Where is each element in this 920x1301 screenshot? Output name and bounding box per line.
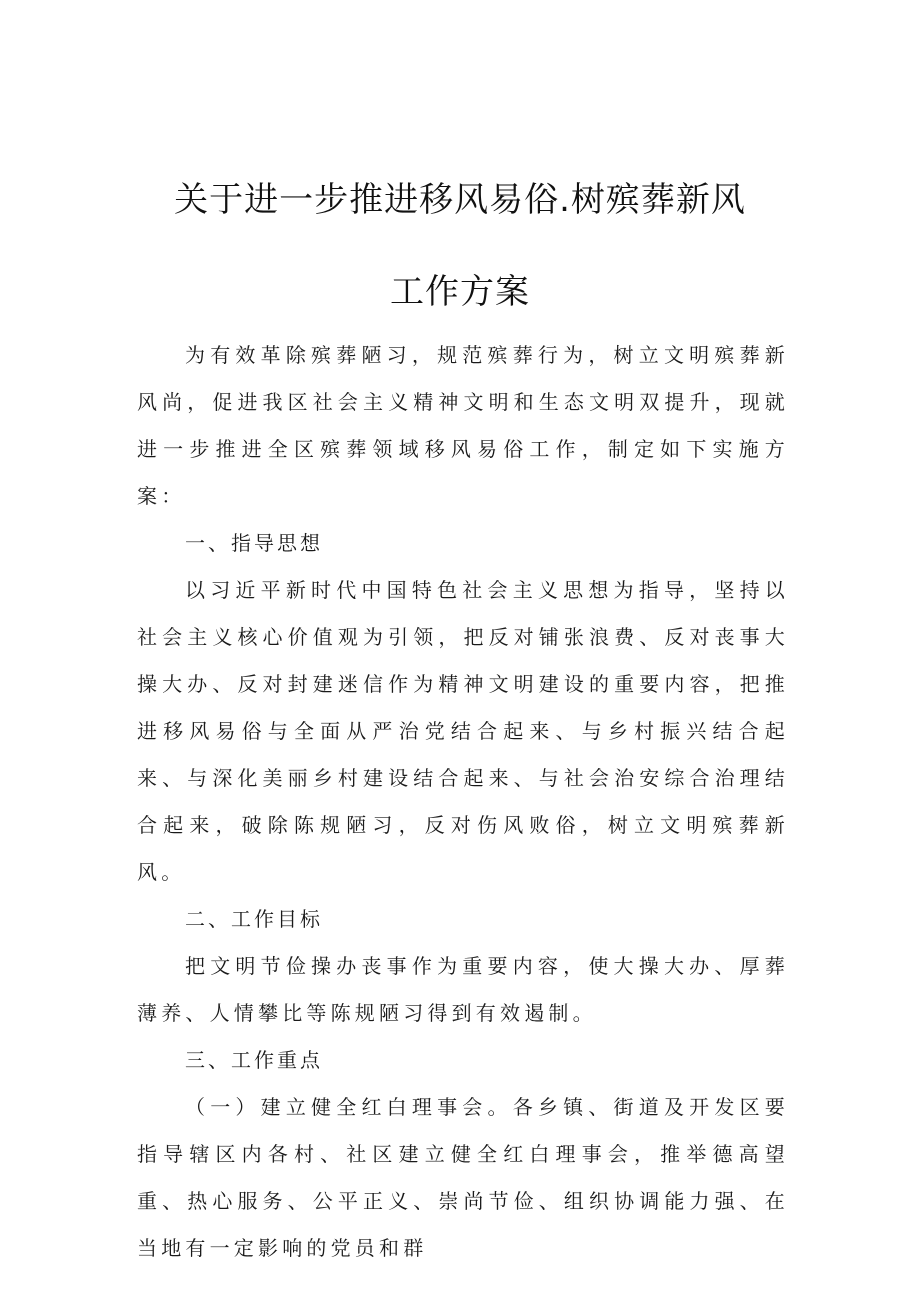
document-title-line2: 工作方案 [390,272,530,312]
work-goals-paragraph: 把文明节俭操办丧事作为重要内容，使大操大办、厚葬薄养、人情攀比等陈规陋习得到有效遏制。 [137,954,789,1025]
section-heading-guiding-thought: 一、指导思想 [185,531,323,555]
work-focus-item-1: （一）建立健全红白理事会。各乡镇、街道及开发区要指导辖区内各村、社区建立健全红白理事会，推举德高望重、热心服务、公平正义、崇尚节俭、组织协调能力强、在当地有一定影响的党员和群 [137,1095,789,1260]
document-body [137,332,789,1272]
guiding-thought-paragraph: 以习近平新时代中国特色社会主义思想为指导，坚持以社会主义核心价值观为引领，把反对铺张浪费、反对丧事大操大办、反对封建迷信作为精神文明建设的重要内容，把推进移风易俗与全面从严治党结合起来、与乡村振兴结合起来、与深化美丽乡村建设结合起来、与社会治安综合治理结合起来，破除陈规陋习，反对伤风败俗，树立文明殡葬新风。 [137,578,789,884]
document-title-line1: 关于进一步推进移风易俗.树殡葬新风 [174,180,746,220]
section-heading-work-goals: 二、工作目标 [185,907,323,931]
intro-paragraph: 为有效革除殡葬陋习，规范殡葬行为，树立文明殡葬新风尚，促进我区社会主义精神文明和生态文明双提升，现就进一步推进全区殡葬领域移风易俗工作，制定如下实施方案： [137,343,789,508]
section-heading-work-focus: 三、工作重点 [185,1048,323,1072]
